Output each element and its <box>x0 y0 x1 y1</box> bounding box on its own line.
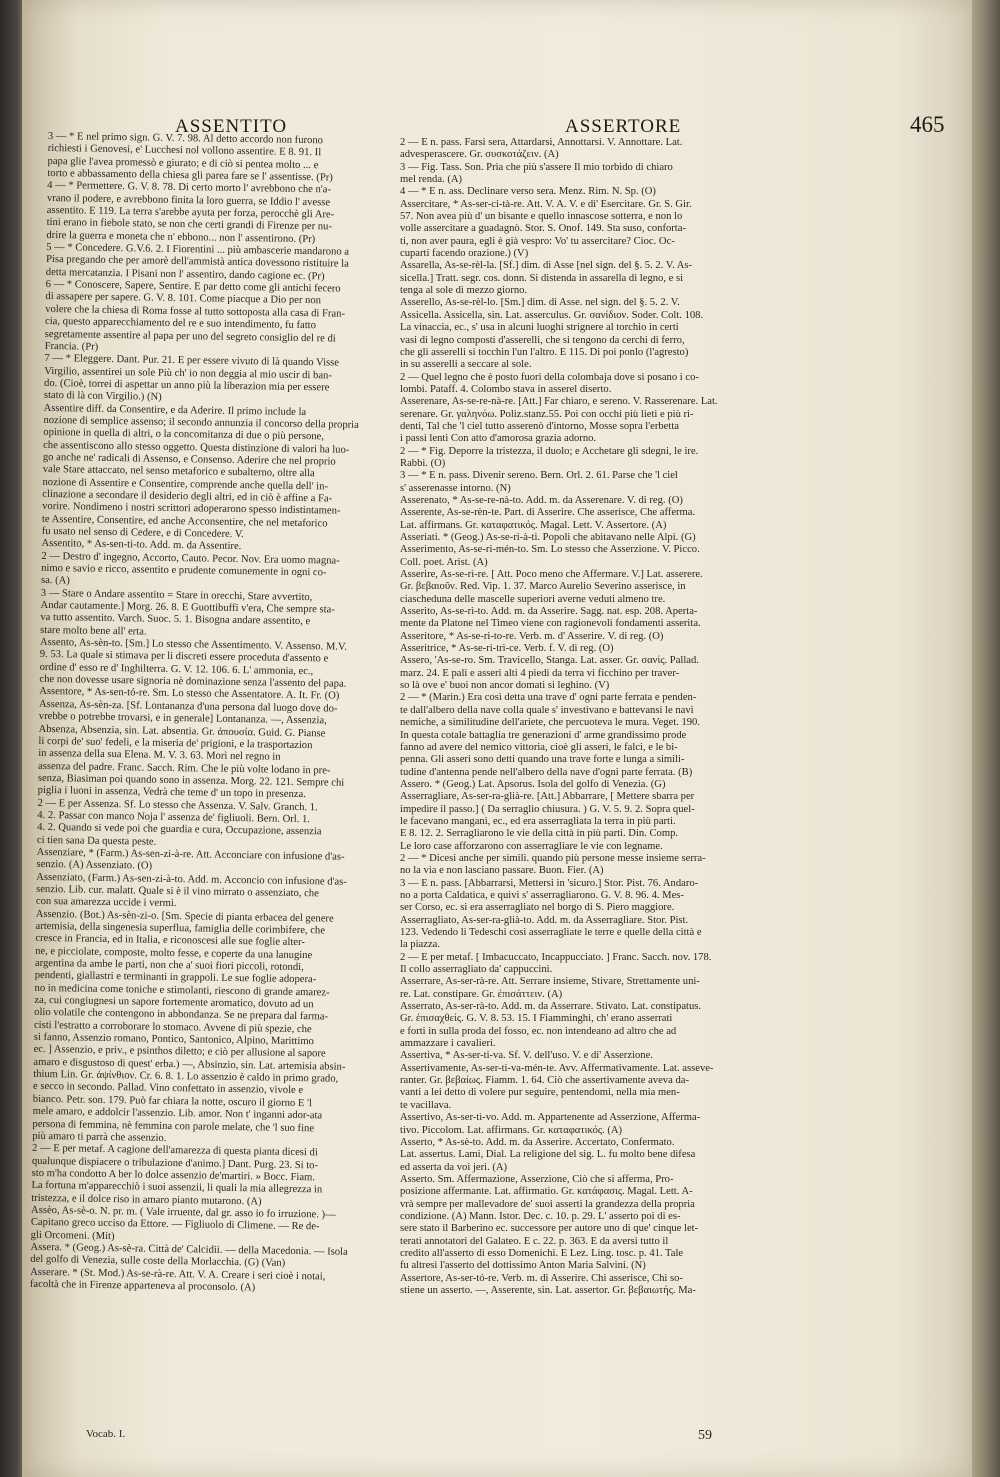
text-line: go anche ne' radicali di Assenso, e Consenso. Aderire che nel proprio <box>42 451 336 468</box>
text-line: tudine d'antenna pende nell'albero della nave d'ogni parte ferrata. (B) <box>400 766 693 778</box>
text-line: ci tien sana Da questa peste. <box>36 834 157 848</box>
text-line: Assarella, As-se-rèl-la. [Sf.] dim. di Asse [nel sign. del §. 5. 2. V. As- <box>400 260 693 272</box>
text-line: terati annotatori del Galateo. E c. 22. p. 363. E da aversi tutto il <box>400 1235 669 1247</box>
text-line: nozione di Assentire e Consentire, comprende anche quella dell' in- <box>42 476 329 493</box>
text-line: thium Lin. Gr. ἀψίνθιον. Cr. 6. 8. 1. Lo assenzio è caldo in primo grado, <box>33 1068 339 1085</box>
text-line: amaro e disgustoso di quest' erba.) —, Absinzio, sin. Lat. artemisia absin- <box>33 1056 346 1073</box>
text-line: In questa cotale battaglia tre generazioni d' arme grandissimo prode <box>400 729 687 741</box>
text-line: credito all'asserto di esso Domenichi. E Lez. Ling. tosc. p. 41. Tale <box>400 1247 684 1259</box>
text-line: 4. 2. Passar con manco Noja l' assenza de' figliuoli. Bern. Orl. 1. <box>37 809 311 826</box>
text-line: vrà sempre per mallevadore de' suoi asserti la grandezza della propria <box>400 1198 695 1210</box>
text-line: stiene un asserto. —, Asserente, sin. Lat. assertor. Gr. βεβαιωτής. Ma- <box>400 1284 696 1296</box>
text-line: piglia i luoni in assenza, Vedrà che teme d' un topo in presenza. <box>37 785 306 801</box>
text-line: Capitano greco ucciso da Ettore. — Figliuolo di Climene. — Re de- <box>30 1217 320 1233</box>
text-line: che assentiscono allo stesso oggetto. Questa distinzione di valori ha luo- <box>43 439 350 456</box>
text-line: va tutto assentito. Varch. Suoc. 5. 1. Bisogna andare assentito, e <box>40 612 311 628</box>
running-head-left: ASSENTITO <box>175 116 288 137</box>
text-line: più amaro ti parrà che assenzio. <box>32 1130 167 1144</box>
page-number: 465 <box>910 112 945 137</box>
text-line: 3 — E n. pass. [Abbarrarsi, Mettersi in 'sicuro.] Stor. Pist. 76. Andaro- <box>400 877 699 889</box>
text-line: advesperascere. Gr. συσκοτάζειν. (A) <box>400 149 559 161</box>
text-line: opinione in quella di altri, o la concomitanza di due o più persone, <box>43 427 325 443</box>
text-line: sto m'ha condotto A ber lo dolce assenzio de'martiri. » Bocc. Fiam. <box>31 1167 316 1184</box>
text-line: torto e abbassamento della chiesa gli parea fare se l' assentisse. (Pr) <box>47 167 333 184</box>
text-line: assenza del padre. Franc. Sacch. Rim. Che le più volte lodano in pre- <box>37 760 331 777</box>
text-line: e secco in secondo. Pallad. Vino confettato in assenzio, vivole e <box>32 1081 304 1097</box>
text-line: sere stato il Barberino ec. successore per autore uno di que' cinque let- <box>400 1223 699 1235</box>
text-line: 2 — * (Marin.) Era così detta una trave d' ogni parte ferrata e penden- <box>400 692 697 704</box>
text-line: vrebbe o potrebbe trovarsi, e in generale] Lontananza. —, Assenzia, <box>38 711 327 727</box>
text-line: detta mercatanzia. I Pisani non l' assentiro, dando cagione ec. (Pr) <box>45 266 325 283</box>
text-line: con sua amarezza uccide i vermi. <box>35 896 177 910</box>
text-line: mele amaro, e addolcir l'assenzio. Lib. amor. Non t' inganni ador-ata <box>32 1106 323 1122</box>
text-line: serenare. Gr. γαληνόω. Poliz.stanz.55. Poi con occhi più lieti e più ri- <box>400 408 694 420</box>
text-line: cia, questo apparecchiamento del re e suo intendimento, fu fatto <box>44 316 317 332</box>
text-line: del golfo di Venezia, sulle coste della Morlacchia. (G) (Van) <box>30 1254 286 1270</box>
text-line: 57. Non avea più d' un bisante e quello innascose sotterra, e non lo <box>400 211 683 223</box>
text-line: marz. 24. E pali e asseri alti 4 piedi da terra vi ficchino per traver- <box>400 667 680 679</box>
text-line: la piazza. <box>400 939 440 951</box>
text-line: Francia. (Pr) <box>44 340 99 353</box>
text-line: ammazzare i cavalieri. <box>400 1038 496 1050</box>
text-line: vrano il podere, e avrebbono finita la loro guerra, se Iddio l' avesse <box>46 192 331 209</box>
text-line: vale Stare attaccato, nel senso metaforico e subalterno, oltre alla <box>42 464 315 480</box>
text-line: Absenza, Absenzia, sin. Lat. absentia. Gr. ἀπουσία. Guid. G. Pianse <box>38 723 326 739</box>
text-line: segretamente assentire al papa per uno del segreto consiglio del re di <box>44 328 336 345</box>
text-line: 3 — Fig. Tass. Son. Pria che più s'assere Il mio torbido di chiaro <box>400 161 673 173</box>
text-line: Asserito, As-se-rì-to. Add. m. da Asserire. Sagg. nat. esp. 208. Aperta- <box>400 606 698 618</box>
text-line: Il collo asserragliato da' cappuccini. <box>400 964 553 976</box>
text-line: E 8. 12. 2. Serragliarono le vie della città in più parti. Din. Comp. <box>400 828 679 840</box>
text-line: ordine d' esso re d' Inghilterra. G. V. 12. 106. 6. L' ammonia, ec., <box>39 661 314 677</box>
text-line: La vinaccia, ec., s' usa in alcuni luoghi strignere al torchio in certi <box>400 322 679 334</box>
text-line: senzio. Lib. cur. malatt. Quale si è il vino mirrato o assenziato, che <box>36 883 319 900</box>
text-line: za, cui congiugnesi un sapore fortemente aromatico, dovuto ad un <box>34 994 314 1011</box>
text-line: stato di là con Virgilio.) (N) <box>43 390 162 404</box>
text-line: 2 — Quel legno che è posto fuori della colombaja dove si posano i co- <box>400 371 699 383</box>
text-line: Rabbi. (O) <box>400 457 446 469</box>
text-line: 3 — * E nel primo sign. G. V. 7. 98. Al detto accordo non furono <box>47 130 324 147</box>
text-line: volle assercitare a guadagnò. Stor. S. Onof. 149. Sta suso, conforta- <box>400 223 686 235</box>
text-line: qualunque dispiacere o tribulazione d'animo.] Dant. Purg. 23. Si to- <box>31 1155 319 1171</box>
running-head-right: ASSERTORE <box>565 116 682 137</box>
text-line: in su asserelli a seccare al sole. <box>400 359 532 371</box>
text-line: no la via e non lasciano passare. Buon. Fier. (A) <box>400 865 604 877</box>
text-line: di assapere per sapere. G. V. 8. 101. Come piacque a Dio per non <box>45 291 322 307</box>
text-line: clinazione a secondare il desiderio degli altri, ed in ciò è affine a Fa- <box>42 488 333 505</box>
text-line: olio volatile che contengono in abbondanza. Se ne prepara dal farma- <box>34 1007 329 1023</box>
text-line: mente da Platone nel Timeo viene con ragionevoli fondamenti asserita. <box>400 618 701 630</box>
text-line: fanno ad avere del nemico vittoria, cioè gli asseri, le falci, e le bi- <box>400 741 678 753</box>
text-line: 5 — * Concedere. G.V.6. 2. I Fiorentini ... più ambascerie mandarono a <box>46 242 350 258</box>
text-line: Gr. ἐπισαχθείς. G. V. 8. 53. 15. I Fiamminghi, ch' erano asserrati <box>400 1013 673 1025</box>
text-line: gli Orcomeni. (Mit) <box>30 1229 115 1242</box>
text-line: si fanno, Assenzio romano, Pontico, Santonico, Alpino, Marittimo <box>33 1031 314 1048</box>
text-line: Asserare. * (St. Mod.) As-se-rà-re. Att. V. A. Creare i seri cioè i notai, <box>30 1266 326 1283</box>
text-line: fu altresì l'asserto del dottissimo Anton Maria Salvini. (N) <box>400 1260 646 1272</box>
text-line: Coll. poet. Arist. (A) <box>400 556 488 568</box>
text-line: Assento, As-sèn-to. [Sm.] Lo stesso che Assentimento. V. Assenso. M.V. <box>39 636 347 653</box>
text-line: 3 — * E n. pass. Divenir sereno. Bern. Orl. 2. 61. Parse che 'l ciel <box>400 470 678 482</box>
text-line: Asserello, As-se-rèl-lo. [Sm.] dim. di Asse. nel sign. del §. 5. 2. V. <box>400 297 680 309</box>
text-line: 4 — * Permettere. G. V. 8. 78. Di certo morto l' avrebbono che n'a- <box>47 180 332 196</box>
text-line: Pisa pregando che per amorè dell'ammistà antica dovessono ristituire la <box>45 254 349 271</box>
text-line: Asserenare, As-se-re-nà-re. [Att.] Far chiaro, e sereno. V. Rasserenare. Lat. <box>400 396 718 408</box>
text-line: nemiche, a similitudine dell'ariete, che percuoteva le mura. Veget. 190. <box>400 717 700 729</box>
text-line: nozione di semplice assenso; il secondo annunzia il concorso della propria <box>43 414 359 431</box>
text-line: volere che la chiesa di Roma fosse al tutto sottoposta alla casa di Fran- <box>45 303 346 320</box>
text-line: artemisia, della singenesia superflua, famiglia delle corimbifere, che <box>35 920 326 937</box>
text-line: Assentore, * As-sen-tó-re. Sm. Lo stesso che Assentatore. A. It. Fr. (O) <box>39 686 340 703</box>
text-line: 6 — * Conoscere, Sapere, Sentire. E par detto come gli antichi fecero <box>45 279 341 295</box>
text-line: Assèo, As-sè-o. N. pr. m. ( Vale irruente, dal gr. asso io fo irruzione. )— <box>31 1204 336 1221</box>
text-line: denti, Tal che 'l ciel tutto asserenò d'intorno, Mosse sopra l'erbetta <box>400 420 679 432</box>
text-line: cuparti facendo orazione.) (V) <box>400 248 529 260</box>
text-line: Andar cautamente.] Morg. 26. 8. E Guottibuffi v'era, Che sempre sta- <box>40 599 335 616</box>
text-line: 2 — E per metaf. A cagione dell'amarezza di questa pianta dicesi di <box>31 1143 318 1159</box>
text-line: te Assentire, Consentire, ed anche Acconsentire, che nel metaforico <box>41 513 328 530</box>
text-line: no a porta Caldatica, e quivi s' asserragliarono. G. V. 8. 96. 4. Mes- <box>400 889 684 901</box>
footer-vocab-mark: Vocab. I. <box>86 1428 126 1440</box>
text-line: stare molto bene all' erta. <box>40 624 147 638</box>
text-line: condizione. (A) Mann. Istor. Dec. c. 10. p. 29. L' asserto poi di es- <box>400 1210 681 1222</box>
text-line: Gr. βεβαιοῦν. Red. Vip. 1. 37. Marco Aurelio Severino asserisce, in <box>400 581 686 593</box>
text-line: Asserragliato, As-ser-ra-glià-to. Add. m. da Asserragliare. Stor. Pist. <box>400 914 689 926</box>
text-line: Asserire, As-se-rì-re. [ Att. Poco meno che Affermare. V.] Lat. asserere. <box>400 569 703 581</box>
text-line: tivo. Piccolom. Lat. affirmans. Gr. καταφατικός. (A) <box>400 1124 623 1136</box>
text-line: ed asserta da voi jeri. (A) <box>400 1161 508 1173</box>
text-line: penna. Gli asseri sono detti quando una trave forte e lunga a simili- <box>400 754 685 766</box>
footer-signature: 59 <box>698 1428 712 1443</box>
text-line: 3 — Stare o Andare assentito = Stare in orecchi, Stare avvertito, <box>40 587 313 603</box>
text-line: 9. 53. La quale si stimava per li discreti essere proceduta d'assento e <box>39 649 329 665</box>
text-line: 4 — * E n. ass. Declinare verso sera. Menz. Rim. N. Sp. (O) <box>400 186 656 198</box>
text-line: Lat. affirmans. Gr. καταφατικός. Magal. Lett. V. Assertore. (A) <box>400 519 667 531</box>
text-line: ciascheduna delle mascelle superiori averne veduti almeno tre. <box>400 593 666 605</box>
text-line: vorire. Nondimeno i nostri scrittori adoperarono spesso indistintamen- <box>42 501 341 517</box>
text-line: bianco. Petr. son. 179. Può far chiara la notte, oscuro il giorno E 'l <box>32 1093 312 1110</box>
text-line: Virgilio, assentirei un sole Più ch' io non deggia al mio uscir di ban- <box>44 365 332 381</box>
text-line: lombi. Pataff. 4. Colombo stava in asserel diserto. <box>400 383 612 395</box>
text-line: assentito. E 119. La terra s'arebbe ayuta per forza, perocchè gli Are- <box>46 205 335 221</box>
text-line: Assertore, As-ser-tó-re. Verb. m. di Asserire. Chi asserisce, Chi so- <box>400 1272 683 1284</box>
text-line: facoltà che in Firenze apparteneva al proconsolo. (A) <box>29 1278 256 1294</box>
text-line: Assentito, * As-sen-ti-to. Add. m. da Assentire. <box>41 538 242 553</box>
text-line: 4. 2. Quando si vede poi che guardia e cura, Occupazione, assenzia <box>37 822 322 838</box>
text-line: fu usato nel senso di Cedere, e di Concedere. V. <box>41 525 244 541</box>
text-line: Asseriati. * (Geog.) As-se-ri-à-ti. Popoli che abitavano nelle Alpi. (G) <box>400 532 696 543</box>
text-line: Assicella. Assicella, sin. Lat. asserculus. Gr. σανίδιον. Soder. Colt. 108. <box>400 309 704 321</box>
text-line: te dall'albero della nave colla quale s' investivano e battevansi le navi <box>400 704 694 716</box>
text-line: Asseritrice, * As-se-ri-trì-ce. Verb. f. V. di reg. (O) <box>400 643 614 655</box>
text-line: senza, Biasiman poi quando sono in assenza. Morg. 22. 121. Sempre chi <box>37 772 345 789</box>
text-line: cisti l'estratto a corroborare lo stomaco. Avvene di più spezie, che <box>33 1019 312 1035</box>
text-line: Assenziare, * (Farm.) As-sen-zi-à-re. Att. Acconciare con infusione d'as- <box>36 846 345 863</box>
text-line: senzio. (A) Assenziato. (O) <box>36 859 153 872</box>
text-line: La fortuna m'apparecchiò i suoi assenzii, li quali la mia allegrezza in <box>31 1180 323 1196</box>
left-column <box>30 131 432 1297</box>
text-line: Asserragliare, As-ser-ra-glià-re. [Att.] Abbarrare, [ Mettere sbarra per <box>400 791 695 803</box>
text-line: Asseritore, * As-se-ri-to-re. Verb. m. d' Asserire. V. di reg. (O) <box>400 630 664 642</box>
text-line: sa. (A) <box>40 575 70 587</box>
text-line: cresce in Francia, ed in Italia, e riconoscesi alle sue foglie alter- <box>35 933 305 949</box>
text-line: no in medicina come toniche e stimolanti, riescono di grande amarez- <box>34 982 330 999</box>
text-line: tini erano in fiebole stato, se non che certi grandi di Firenze per nu- <box>46 217 332 233</box>
text-line: re. Lat. constipare. Gr. ἐπισάττειν. (A) <box>400 988 563 1000</box>
text-line: ti, non aver paura, egli è già vespro: Vo' tu assercitare? Cioc. Oc- <box>400 235 675 247</box>
text-line: vasi di legno composti d'asserelli, che si tengono da cerchi di ferro, <box>400 334 685 346</box>
text-line: s' asserenasse intorno. (N) <box>400 482 511 494</box>
right-column <box>400 137 936 1297</box>
text-line: e forti in sulla proda del fosso, ec. non intendeano ad altro che ad <box>400 1025 677 1037</box>
text-line: Asserto. Sm. Affermazione, Asserzione, Ciò che si afferma, Pro- <box>400 1173 674 1185</box>
text-line: nimo e savio e ricco, assentito e prudente comunemente in ogni co- <box>41 562 327 579</box>
text-line: Lat. assertus. Lami, Dial. La religione del sig. L. fu molto bene difesa <box>400 1149 696 1161</box>
text-line: Assero. * (Geog.) Lat. Apsorus. Isola del golfo di Venezia. (G) <box>400 778 666 790</box>
text-line: Assentire diff. da Consentire, e da Aderire. Il primo include la <box>43 402 307 418</box>
text-line: 2 — E per metaf. [ Imbacuccato, Incappucciato. ] Franc. Sacch. nov. 178. <box>400 951 712 963</box>
text-line: Assera. * (Geog.) As-sè-ra. Città de' Calcidii. — della Macedonia. — Isola <box>30 1241 348 1258</box>
text-line: in assenza della sua Elena. M. V. 3. 63. Morì nel regno in <box>38 748 281 763</box>
text-line: tenga al sole di mezzo giorno. <box>400 285 528 297</box>
text-line: do. (Cioè, torrei di aspettar un anno più la liberazion mia per essere <box>43 377 330 394</box>
text-line: che non dovesse usare signoria nè dominazione senza l'assento del papa. <box>39 674 347 690</box>
text-line: le facevano mangani, ec., ed era asserragliata la terra in più parti. <box>400 815 676 827</box>
text-line: 2 — E per Assenza. Sf. Lo stesso che Assenza. V. Salv. Granch. 1. <box>37 797 318 813</box>
text-line: te vacillava. <box>400 1099 452 1111</box>
text-line: vanti a lei detto di volere pur seguire, pentendomi, nella mia men- <box>400 1087 680 1099</box>
text-line: ne, e picciolate, composte, molto fesse, e coperte da una lanugine <box>35 945 313 961</box>
text-line: 2 — Destro d' ingegno, Accorto, Cauto. Pecor. Nov. Era uomo magna- <box>41 550 340 567</box>
text-line: Assero, 'As-se-ro. Sm. Travicello, Stanga. Lat. asser. Gr. σανίς. Pallad. <box>400 655 699 667</box>
text-line: Asserto, * As-sè-to. Add. m. da Asserire. Accertato, Confermato. <box>400 1136 675 1148</box>
text-line: Assenzio. (Bot.) As-sèn-zi-o. [Sm. Specie di pianta erbacea del genere <box>35 908 334 925</box>
text-line: Assenziato, (Farm.) As-sen-zi-à-to. Add. m. Acconcio con infusione d'as- <box>36 871 347 888</box>
text-line: tristezza, e il dolce riso in amaro pianto mutarono. (A) <box>31 1192 262 1208</box>
text-line: Assercitare, * As-ser-ci-tà-re. Att. V. A. V. e di' Esercitare. Gr. S. Gir. <box>400 198 692 210</box>
text-line: li corpi de' suo' fedeli, e la miseria de' prigioni, e la trasportazion <box>38 735 313 752</box>
text-line: Assertivamente, As-ser-ti-va-mén-te. Avv. Affermativamente. Lat. asseve- <box>400 1062 714 1074</box>
text-line: Assertivo, As-ser-tì-vo. Add. m. Appartenente ad Asserzione, Afferma- <box>400 1112 701 1124</box>
text-line: argentina da ambe le parti, non che a' suoi fiori piccoli, rotondi, <box>34 957 304 974</box>
text-line: Assenza, As-sèn-za. [Sf. Lontananza d'una persona dal luogo dove do- <box>38 698 338 715</box>
text-line: Le loro case afforzarono con asserragliare le vie con legname. <box>400 840 663 852</box>
text-line: ec. ] Assenzio, e priv., e psinthos diletto; e ciò per allusione al sapore <box>33 1044 326 1060</box>
text-line: Asserimento, As-se-ri-mén-to. Sm. Lo stesso che Asserzione. V. Picco. <box>400 544 700 556</box>
text-line: pendenti, giallastri e terminanti in grappoli. Le sue foglie adopera- <box>34 970 317 986</box>
text-line: 2 — * Fig. Deporre la tristezza, il duolo; e Acchetare gli sdegni, le ire. <box>400 445 699 457</box>
text-line: che gli asserelli si tocchin l'un l'altro. E 115. Di poi ponlo (l'agresto) <box>400 346 689 358</box>
text-line: Asserente, As-se-rèn-te. Part. di Asserire. Che asserisce, Che afferma. <box>400 507 696 519</box>
text-line: 2 — E n. pass. Farsi sera, Attardarsi, Annottarsi. V. Annottare. Lat. <box>400 137 683 148</box>
text-line: richiesti i Genovesi, e' Lucchesi nol vollono assentire. E 8. 91. Il <box>47 143 322 159</box>
text-line: i passi lenti Con atto d'amorosa grazia adorno. <box>400 433 597 445</box>
text-line: impedire il passo.] ( Da serraglio chiusura. ) G. V. 5. 9. 2. Sopra quel- <box>400 803 695 815</box>
text-line: papa glie l'avea promessò e giurato; e di ciò si pentea molto ... e <box>47 155 319 171</box>
text-line: 2 — * Dicesi anche per simili. quando più persone messe insieme serra- <box>400 852 706 864</box>
text-line: 7 — * Eleggere. Dant. Pur. 21. E per essere vivuto di là quando Visse <box>44 353 340 369</box>
text-line: mel renda. (A) <box>400 174 463 186</box>
text-line: posizione affermante. Lat. affirmatio. Gr. κατάφασις. Magal. Lett. A- <box>400 1186 693 1198</box>
text-line: 123. Vedendo li Tedeschi così asserragliate le terre e quelle della città e <box>400 927 702 938</box>
text-line: ser Corso, ec. si era asserragliato nel borgo di S. Piero maggiore. <box>400 902 675 914</box>
text-line: Asserrato, As-ser-rà-to. Add. m. da Asserrare. Stivato. Lat. constipatus. <box>400 1001 702 1013</box>
text-line: so là ove e' buoi non ancor domati si leghino. (V) <box>400 680 610 692</box>
text-line: drire la guerra e moneta che n' ebbono... non l' assentirono. (Pr) <box>46 229 316 245</box>
text-line: sicella.] Tratt. segr. cos. donn. Si distenda in assarella di legno, e si <box>400 272 684 284</box>
text-line: persona di femmina, nè femmina con parole melate, che 'l suo fine <box>32 1118 315 1134</box>
text-line: Asserenato, * As-se-re-nà-to. Add. m. da Asserenare. V. di reg. (O) <box>400 494 683 506</box>
text-line: Assertiva, * As-ser-ti-va. Sf. V. dell'uso. V. e di' Asserzione. <box>400 1050 653 1062</box>
text-line: Asserrare, As-ser-rà-re. Att. Serrare insieme, Stivare, Strettamente uni- <box>400 976 700 988</box>
text-line: ranter. Gr. βεβαίως. Fiamm. 1. 64. Ciò che assertivamente aveva da- <box>400 1075 689 1087</box>
